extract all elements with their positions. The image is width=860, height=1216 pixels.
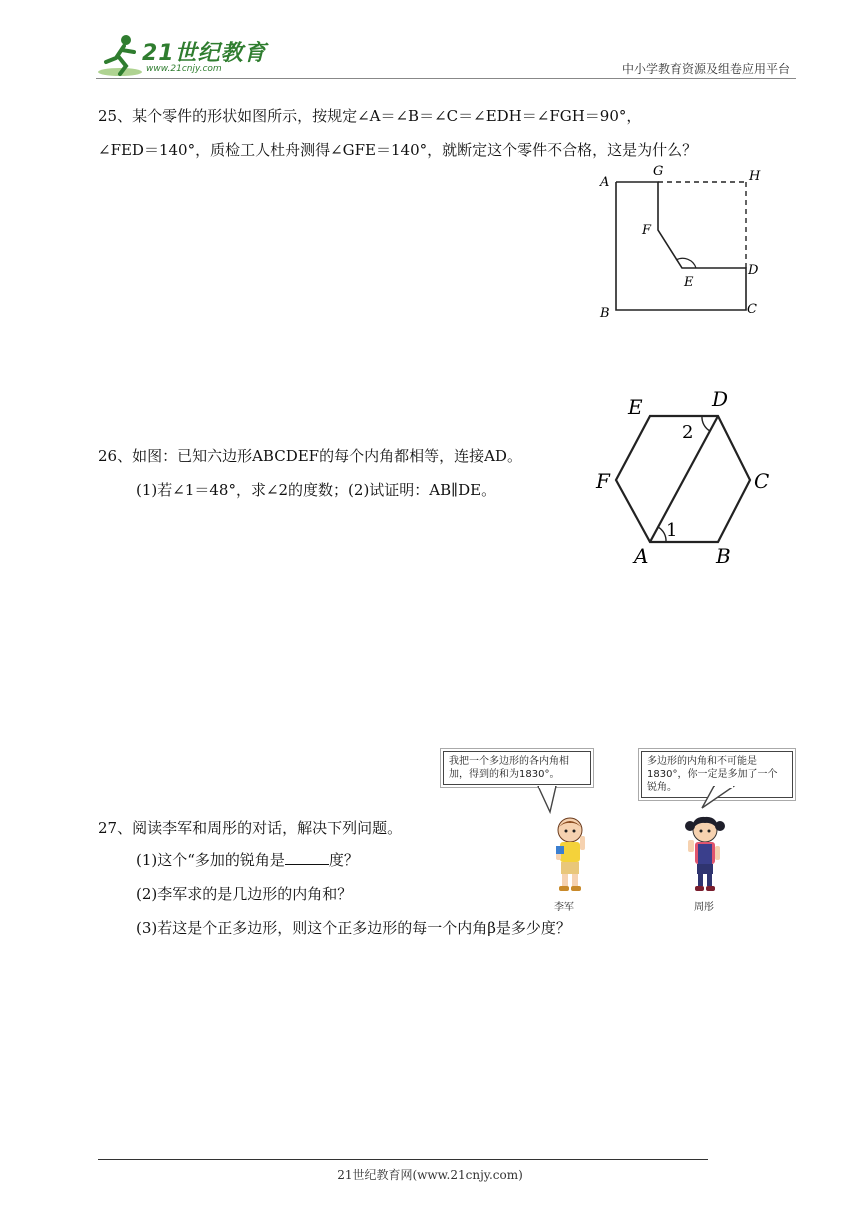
label-G: G	[653, 164, 664, 179]
logo-text: 21世纪教育	[142, 41, 267, 66]
hex-label-B: B	[716, 544, 731, 568]
q27-sub1-before: (1)这个“多加的锐角是	[136, 851, 285, 869]
label-D: D	[748, 263, 759, 278]
angle-2-label: 2	[682, 422, 694, 443]
bubble-right-tail-icon	[700, 786, 736, 812]
runner-logo-icon	[96, 32, 146, 78]
label-F: F	[642, 223, 652, 238]
girl-name: 周彤	[694, 902, 714, 913]
q27-sub2: (2)李军求的是几边形的内角和？	[136, 885, 353, 903]
angle-1-label: 1	[666, 520, 678, 541]
hex-label-F: F	[596, 469, 610, 493]
q27-sub1-after: 度？	[328, 851, 359, 869]
speech-bubble-left-frame	[440, 748, 594, 788]
speech-bubble-right: 多边形的内角和不可能是1830°，你一定是多加了一个锐角。	[641, 751, 793, 798]
bubble-left-tail-icon	[536, 786, 566, 816]
platform-label: 中小学教育资源及组卷应用平台	[621, 62, 790, 76]
label-H: H	[749, 169, 761, 184]
q25-figure	[596, 160, 766, 322]
hex-label-D: D	[712, 387, 729, 411]
speech-bubble-left: 我把一个多边形的各内角相加，得到的和为1830°。	[443, 751, 591, 785]
hex-label-C: C	[754, 469, 770, 493]
q27-sub1	[136, 850, 359, 870]
label-A: A	[600, 175, 610, 190]
label-B: B	[600, 306, 610, 321]
q26-hexagon-figure	[594, 386, 780, 570]
footer-divider	[98, 1159, 708, 1160]
footer-text: 21世纪教育网(www.21cnjy.com)	[337, 1168, 523, 1182]
answer-blank	[285, 850, 329, 865]
header-divider	[96, 78, 796, 79]
q26-line2: (1)若∠1＝48°，求∠2的度数；(2)试证明：AB∥DE。	[136, 481, 497, 499]
q27-sub3: (3)若这是个正多边形，则这个正多边形的每一个内角β是多少度？	[136, 919, 571, 937]
q25-line2: ∠FED＝140°，质检工人杜舟测得∠GFE＝140°，就断定这个零件不合格，这是为什么？	[98, 141, 698, 159]
q27-line1: 27、阅读李军和周彤的对话，解决下列问题。	[98, 819, 403, 837]
q26-line1: 26、如图：已知六边形ABCDEF的每个内角都相等，连接AD。	[98, 447, 522, 465]
girl-zhoutong-icon	[680, 816, 730, 896]
q25-line1: 25、某个零件的形状如图所示，按规定∠A＝∠B＝∠C＝∠EDH＝∠FGH＝90°，	[98, 107, 642, 125]
label-E: E	[684, 275, 694, 290]
boy-name: 李军	[554, 902, 574, 913]
logo-url: www.21cnjy.com	[146, 64, 222, 74]
boy-lijun-icon	[546, 816, 596, 896]
hex-label-A: A	[634, 544, 649, 568]
hex-label-E: E	[628, 395, 643, 419]
label-C: C	[747, 302, 757, 317]
